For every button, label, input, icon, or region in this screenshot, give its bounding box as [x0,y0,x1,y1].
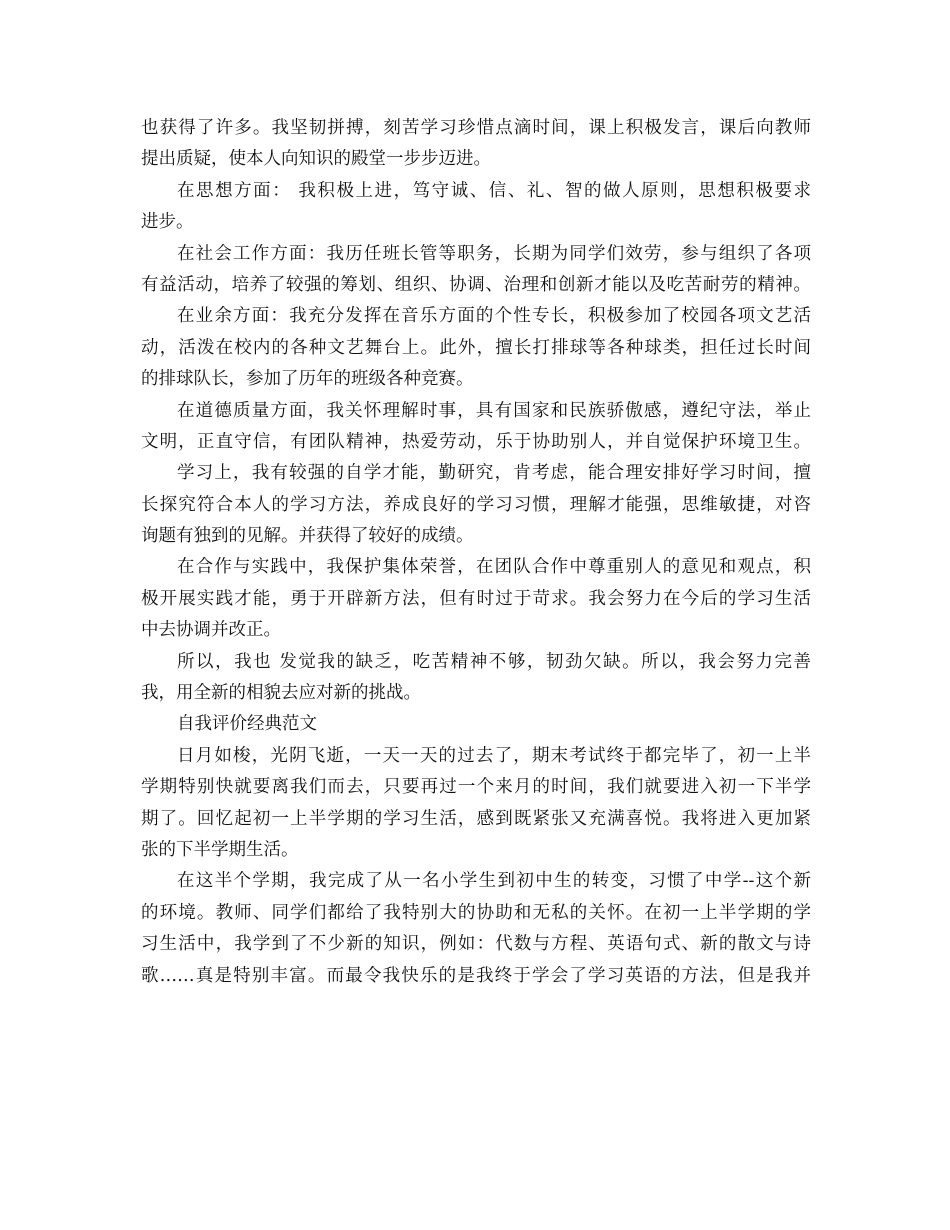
text-line: 长探究符合本人的学习方法，养成良好的学习习惯，理解才能强，思维敏捷，对咨 [141,494,811,515]
section-heading: 自我评价经典范文 [177,714,317,735]
text-line: 的环境。教师、同学们都给了我特别大的协助和无私的关怀。在初一上半学期的学 [141,902,811,923]
text-line: 在业余方面：我充分发挥在音乐方面的个性专长，积极参加了校园各项文艺活 [177,306,811,327]
text-line: 所以，我也 发觉我的缺乏，吃苦精神不够，韧劲欠缺。所以，我会努力完善 [177,651,811,672]
text-line: 在社会工作方面：我历任班长管等职务，长期为同学们效劳，参与组织了各项 [177,243,811,264]
text-line: 进步。 [141,212,194,233]
text-line: 也获得了许多。我坚韧拼搏，刻苦学习珍惜点滴时间，课上积极发言，课后向教师 [141,118,811,138]
text-line: 期了。回忆起初一上半学期的学习生活，感到既紧张又充满喜悦。我将进入更加紧 [141,808,811,829]
text-line: 在合作与实践中，我保护集体荣誉，在团队合作中尊重别人的意见和观点，积 [177,557,811,578]
text-line: 习生活中，我学到了不少新的知识，例如：代数与方程、英语句式、新的散文与诗 [141,934,811,955]
text-line: 学期特别快就要离我们而去，只要再过一个来月的时间，我们就要进入初一下半学 [141,777,811,798]
document-page [141,113,811,992]
text-line: 日月如梭，光阴飞逝，一天一天的过去了，期末考试终于都完毕了，初一上半 [177,745,811,766]
text-line: 中去协调并改正。 [141,620,281,641]
text-line: 在思想方面： 我积极上进，笃守诚、信、礼、智的做人原则，思想积极要求 [177,180,811,201]
text-line: 文明，正直守信，有团队精神，热爱劳动，乐于协助别人，并自觉保护环境卫生。 [141,431,811,452]
text-line: 歌……真是特别丰富。而最令我快乐的是我终于学会了学习英语的方法，但是我并 [141,965,811,986]
text-line: 提出质疑，使本人向知识的殿堂一步步迈进。 [141,149,491,170]
text-line: 询题有独到的见解。并获得了较好的成绩。 [141,526,474,547]
text-line: 学习上，我有较强的自学才能，勤研究，肯考虑，能合理安排好学习时间，擅 [177,463,811,484]
text-line: 我，用全新的相貌去应对新的挑战。 [141,683,421,704]
text-line: 在这半个学期，我完成了从一名小学生到初中生的转变，习惯了中学--这个新 [177,871,811,892]
text-line: 动，活泼在校内的各种文艺舞台上。此外，擅长打排球等各种球类，担任过长时间 [141,337,811,358]
text-line: 在道德质量方面，我关怀理解时事，具有国家和民族骄傲感，遵纪守法，举止 [177,400,811,421]
text-line: 的排球队长，参加了历年的班级各种竞赛。 [141,369,474,390]
text-line: 有益活动，培养了较强的筹划、组织、协调、治理和创新才能以及吃苦耐劳的精神。 [141,274,811,295]
text-line: 极开展实践才能，勇于开辟新方法，但有时过于苛求。我会努力在今后的学习生活 [141,588,811,609]
text-line: 张的下半学期生活。 [141,839,299,860]
